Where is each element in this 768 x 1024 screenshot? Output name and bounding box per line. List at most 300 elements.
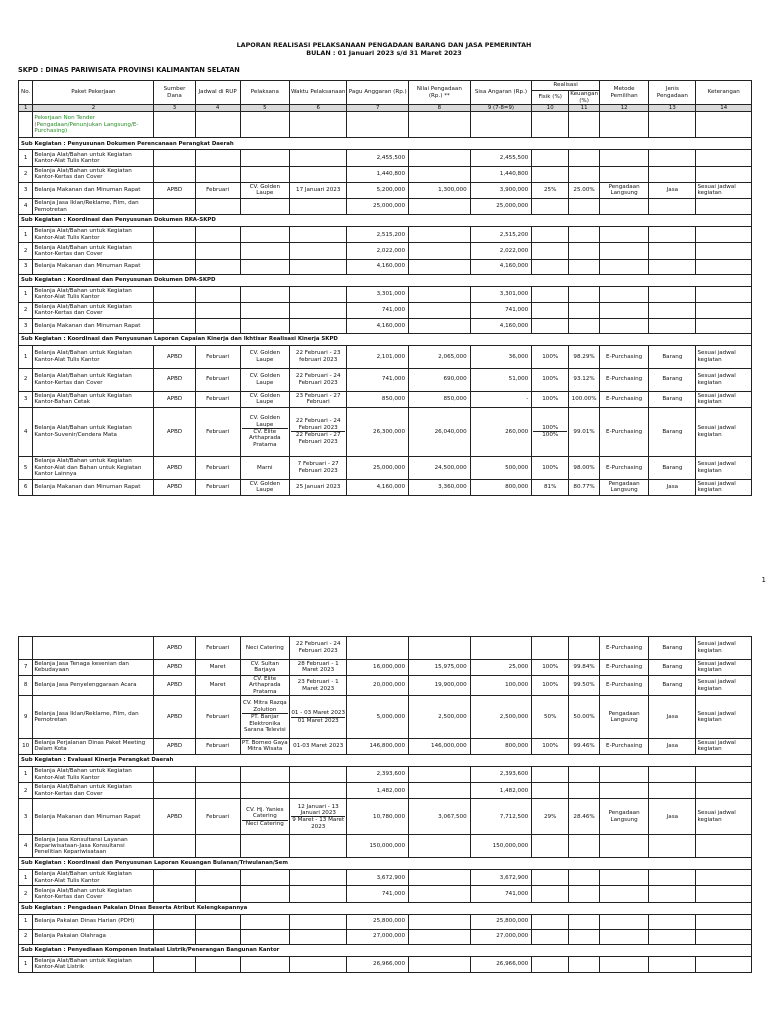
report-period: BULAN : 01 Januari 2023 s/d 31 Maret 2023 bbox=[306, 49, 462, 57]
cell-jadwal bbox=[195, 914, 240, 929]
cell-sisa: 1,440,800 bbox=[470, 166, 532, 182]
cell-paket: Belanja Makanan dan Minuman Rapat bbox=[33, 318, 154, 333]
cell-sumber bbox=[154, 929, 195, 944]
cell-jadwal bbox=[195, 166, 240, 182]
cell-nilai: 19,900,000 bbox=[409, 675, 471, 695]
cell-waktu bbox=[289, 259, 346, 274]
cell-sumber: APBD bbox=[154, 345, 195, 368]
cell-metode bbox=[599, 318, 648, 333]
cell-jenis: Jasa bbox=[649, 738, 696, 754]
cell-sisa: 150,000,000 bbox=[470, 835, 532, 858]
cell-paket: Belanja Alat/Bahan untuk Kegiatan Kantor-Alat Tulis Kantor bbox=[33, 870, 154, 886]
table-row bbox=[19, 166, 752, 182]
cell-waktu: 22 Februari - 24 Februari 2023 bbox=[289, 637, 346, 660]
cell-paket: Belanja Makanan dan Minuman Rapat bbox=[33, 259, 154, 274]
cell-waktu bbox=[289, 835, 346, 858]
cell-pelaksana: Neci Catering bbox=[240, 637, 289, 660]
table-row bbox=[19, 929, 752, 944]
cell-pagu: 25,000,000 bbox=[347, 198, 409, 214]
cell-sumber bbox=[154, 227, 195, 243]
cell-jadwal bbox=[195, 259, 240, 274]
cell-waktu: 12 Januari - 13 Januari 2023 9 Maret - 13 Maret 2023 bbox=[289, 799, 346, 835]
cell-no: 2 bbox=[19, 886, 33, 902]
cell-fisik: 81% bbox=[532, 479, 569, 495]
cell-metode: E-Purchasing bbox=[599, 391, 648, 407]
col-pelaksana: Pelaksana bbox=[240, 81, 289, 105]
cell-waktu: 01-03 Maret 2023 bbox=[289, 738, 346, 754]
cell-no: 2 bbox=[19, 302, 33, 318]
cell-nilai: 2,500,000 bbox=[409, 696, 471, 739]
cell-jadwal bbox=[195, 243, 240, 259]
cell-sisa: 25,000,000 bbox=[470, 198, 532, 214]
cell-paket: Belanja Jasa Iklan/Reklame, Film, dan Pemotretan bbox=[33, 696, 154, 739]
cell-pagu: 26,966,000 bbox=[347, 956, 409, 972]
cell-pagu: 2,022,000 bbox=[347, 243, 409, 259]
cell-waktu: 23 Februari - 1 Maret 2023 bbox=[289, 675, 346, 695]
col-sumber: Sumber Dana bbox=[154, 81, 195, 105]
cell-jenis: Barang bbox=[649, 407, 696, 456]
cell-no bbox=[19, 637, 33, 660]
cell-jenis bbox=[649, 783, 696, 799]
cell-no: 5 bbox=[19, 456, 33, 479]
cell-nilai bbox=[409, 886, 471, 902]
cell-pelaksana: CV. Golden Laupe bbox=[240, 391, 289, 407]
column-number: 1 bbox=[19, 105, 33, 112]
cell-pagu: 25,000,000 bbox=[347, 456, 409, 479]
cell-jenis bbox=[649, 243, 696, 259]
cell-keuangan bbox=[569, 956, 600, 972]
column-number: 13 bbox=[649, 105, 696, 112]
cell-nilai: 3,067,500 bbox=[409, 799, 471, 835]
cell-jenis bbox=[649, 318, 696, 333]
cell-metode bbox=[599, 914, 648, 929]
sub-kegiatan-row bbox=[19, 902, 752, 914]
cell-sumber bbox=[154, 886, 195, 902]
cell-waktu: 22 Februari - 23 februari 2023 bbox=[289, 345, 346, 368]
cell-fisik bbox=[532, 956, 569, 972]
column-number: 8 bbox=[409, 105, 471, 112]
cell-nilai bbox=[409, 929, 471, 944]
cell-jadwal bbox=[195, 929, 240, 944]
cell-keterangan bbox=[696, 243, 752, 259]
cell-pelaksana bbox=[240, 870, 289, 886]
cell-nilai bbox=[409, 637, 471, 660]
cell-no: 7 bbox=[19, 659, 33, 675]
cell-jadwal: Februari bbox=[195, 456, 240, 479]
cell-paket: Belanja Alat/Bahan untuk Kegiatan Kantor-Alat dan Bahan untuk Kegiatan Kantor Lainnya bbox=[33, 456, 154, 479]
cell-waktu bbox=[289, 302, 346, 318]
cell-sumber bbox=[154, 286, 195, 302]
cell-keuangan bbox=[569, 766, 600, 782]
cell-paket: Belanja Jasa Penyelenggaraan Acara bbox=[33, 675, 154, 695]
cell-jadwal bbox=[195, 302, 240, 318]
cell-keuangan bbox=[569, 637, 600, 660]
cell-paket: Belanja Pakaian Olahraga bbox=[33, 929, 154, 944]
cell-sisa: 260,000 bbox=[470, 407, 532, 456]
cell-keterangan bbox=[696, 835, 752, 858]
cell-fisik: 100% bbox=[532, 368, 569, 391]
table-row bbox=[19, 286, 752, 302]
table-row bbox=[19, 302, 752, 318]
page-gap bbox=[0, 562, 768, 632]
cell-metode bbox=[599, 243, 648, 259]
cell-metode: E-Purchasing bbox=[599, 738, 648, 754]
col-waktu: Waktu Pelaksanaan bbox=[289, 81, 346, 105]
cell-pelaksana bbox=[240, 286, 289, 302]
cell-nilai bbox=[409, 243, 471, 259]
intro-row-text: Pekerjaan Non Tender (Pengadaan/Penunjukan Langsung/E-Purchasing) bbox=[33, 112, 154, 138]
cell-waktu: 22 Februari - 24 Februari 2023 bbox=[289, 368, 346, 391]
cell-keterangan: Sesuai jadwal kegiatan bbox=[696, 182, 752, 198]
cell-sisa: 3,672,900 bbox=[470, 870, 532, 886]
table-row bbox=[19, 696, 752, 739]
cell-jadwal: Februari bbox=[195, 407, 240, 456]
cell-nilai bbox=[409, 302, 471, 318]
cell-pagu: 150,000,000 bbox=[347, 835, 409, 858]
cell-fisik bbox=[532, 198, 569, 214]
cell-no: 3 bbox=[19, 799, 33, 835]
cell-sumber bbox=[154, 956, 195, 972]
table-row bbox=[19, 345, 752, 368]
cell-jadwal bbox=[195, 286, 240, 302]
cell-jenis: Barang bbox=[649, 345, 696, 368]
column-number: 9 (7-8=9) bbox=[470, 105, 532, 112]
cell-jenis bbox=[649, 302, 696, 318]
cell-pelaksana bbox=[240, 166, 289, 182]
procurement-table-page1 bbox=[18, 80, 752, 496]
table-row bbox=[19, 835, 752, 858]
cell-jadwal: Februari bbox=[195, 696, 240, 739]
cell-metode: E-Purchasing bbox=[599, 675, 648, 695]
cell-pagu: 4,160,000 bbox=[347, 479, 409, 495]
cell-sumber: APBD bbox=[154, 407, 195, 456]
cell-keterangan bbox=[696, 166, 752, 182]
cell-paket: Belanja Makanan dan Minuman Rapat bbox=[33, 182, 154, 198]
cell-keterangan bbox=[696, 929, 752, 944]
cell-pelaksana: CV. Golden Laupe bbox=[240, 368, 289, 391]
cell-nilai bbox=[409, 318, 471, 333]
cell-pelaksana: CV. Mitra Razqa Zolution PT. Banjar Elektronika Sarana Televisi bbox=[240, 696, 289, 739]
cell-nilai bbox=[409, 766, 471, 782]
cell-fisik: 100% bbox=[532, 738, 569, 754]
cell-no: 3 bbox=[19, 391, 33, 407]
cell-keuangan: 50.00% bbox=[569, 696, 600, 739]
column-number: 7 bbox=[347, 105, 409, 112]
cell-fisik: 100% bbox=[532, 675, 569, 695]
table-row bbox=[19, 783, 752, 799]
cell-jenis bbox=[649, 150, 696, 166]
cell-metode bbox=[599, 227, 648, 243]
cell-pagu: 2,101,000 bbox=[347, 345, 409, 368]
intro-row bbox=[19, 112, 752, 138]
cell-metode: Pengadaan Langsung bbox=[599, 182, 648, 198]
cell-sumber: APBD bbox=[154, 799, 195, 835]
cell-keuangan bbox=[569, 886, 600, 902]
table-row bbox=[19, 799, 752, 835]
cell-sumber: APBD bbox=[154, 182, 195, 198]
cell-jadwal bbox=[195, 835, 240, 858]
cell-pelaksana: CV. Hj. Yanies Catering Neci Catering bbox=[240, 799, 289, 835]
cell-pagu: 3,301,000 bbox=[347, 286, 409, 302]
cell-waktu bbox=[289, 243, 346, 259]
cell-keuangan: 99.46% bbox=[569, 738, 600, 754]
cell-metode: E-Purchasing bbox=[599, 456, 648, 479]
cell-fisik bbox=[532, 286, 569, 302]
col-no: No. bbox=[19, 81, 33, 105]
column-number: 3 bbox=[154, 105, 195, 112]
cell-metode bbox=[599, 166, 648, 182]
cell-metode bbox=[599, 302, 648, 318]
cell-jenis: Barang bbox=[649, 368, 696, 391]
cell-pelaksana: CV. Golden Laupe bbox=[240, 345, 289, 368]
cell-keterangan bbox=[696, 886, 752, 902]
cell-fisik bbox=[532, 783, 569, 799]
cell-waktu: 23 Februari - 27 Februari bbox=[289, 391, 346, 407]
cell-fisik: 25% bbox=[532, 182, 569, 198]
column-number: 10 bbox=[532, 105, 569, 112]
cell-keuangan: 25.00% bbox=[569, 182, 600, 198]
cell-keuangan: 80.77% bbox=[569, 479, 600, 495]
cell-keterangan: Sesuai jadwal kegiatan bbox=[696, 675, 752, 695]
cell-no: 3 bbox=[19, 182, 33, 198]
cell-fisik: 100% bbox=[532, 456, 569, 479]
sub-kegiatan-title: Sub Kegiatan : Koordinasi dan Penyusunan Dokumen DPA-SKPD bbox=[19, 274, 752, 286]
page-marker: 1 bbox=[761, 576, 766, 584]
cell-keterangan: Sesuai jadwal kegiatan bbox=[696, 738, 752, 754]
cell-fisik bbox=[532, 886, 569, 902]
cell-pagu: 2,455,500 bbox=[347, 150, 409, 166]
cell-no: 8 bbox=[19, 675, 33, 695]
cell-paket: Belanja Alat/Bahan untuk Kegiatan Kantor-Alat Tulis Kantor bbox=[33, 766, 154, 782]
cell-pagu: 26,300,000 bbox=[347, 407, 409, 456]
cell-sumber bbox=[154, 783, 195, 799]
cell-keuangan bbox=[569, 302, 600, 318]
cell-keuangan bbox=[569, 243, 600, 259]
cell-keuangan bbox=[569, 783, 600, 799]
cell-keuangan bbox=[569, 150, 600, 166]
sub-kegiatan-row bbox=[19, 944, 752, 956]
cell-sisa: 741,000 bbox=[470, 886, 532, 902]
cell-fisik: 50% bbox=[532, 696, 569, 739]
cell-keuangan bbox=[569, 835, 600, 858]
cell-pagu: 2,393,600 bbox=[347, 766, 409, 782]
cell-sisa: 51,000 bbox=[470, 368, 532, 391]
procurement-table-page2 bbox=[18, 636, 752, 973]
cell-paket: Belanja Alat/Bahan untuk Kegiatan Kantor-Kertas dan Cover bbox=[33, 166, 154, 182]
cell-keterangan: Sesuai jadwal kegiatan bbox=[696, 479, 752, 495]
cell-metode bbox=[599, 198, 648, 214]
cell-waktu bbox=[289, 166, 346, 182]
cell-waktu: 7 Februari - 27 Februari 2023 bbox=[289, 456, 346, 479]
cell-sisa: 500,000 bbox=[470, 456, 532, 479]
cell-pagu: 16,000,000 bbox=[347, 659, 409, 675]
cell-keuangan bbox=[569, 198, 600, 214]
sub-kegiatan-row bbox=[19, 858, 752, 870]
cell-fisik bbox=[532, 150, 569, 166]
sub-kegiatan-title: Sub Kegiatan : Evaluasi Kinerja Perangkat Daerah bbox=[19, 754, 752, 766]
cell-jadwal: Februari bbox=[195, 799, 240, 835]
cell-no: 2 bbox=[19, 929, 33, 944]
cell-metode bbox=[599, 870, 648, 886]
cell-jadwal bbox=[195, 227, 240, 243]
cell-keterangan: Sesuai jadwal kegiatan bbox=[696, 407, 752, 456]
cell-no: 2 bbox=[19, 166, 33, 182]
cell-jadwal: Maret bbox=[195, 659, 240, 675]
table-row bbox=[19, 227, 752, 243]
cell-keterangan: Sesuai jadwal kegiatan bbox=[696, 391, 752, 407]
cell-jenis: Barang bbox=[649, 675, 696, 695]
cell-jenis bbox=[649, 886, 696, 902]
cell-nilai bbox=[409, 956, 471, 972]
cell-sumber: APBD bbox=[154, 479, 195, 495]
cell-metode bbox=[599, 286, 648, 302]
cell-paket: Belanja Jasa Konsultansi Layanan Kepariwisataan-Jasa Konsultansi Penelitian Kepariwisataan bbox=[33, 835, 154, 858]
sub-kegiatan-title: Sub Kegiatan : Penyusunan Dokumen Perencanaan Perangkat Daerah bbox=[19, 138, 752, 150]
cell-sumber: APBD bbox=[154, 391, 195, 407]
cell-no: 2 bbox=[19, 368, 33, 391]
table-row bbox=[19, 637, 752, 660]
cell-waktu bbox=[289, 870, 346, 886]
cell-metode bbox=[599, 835, 648, 858]
cell-fisik: 29% bbox=[532, 799, 569, 835]
cell-fisik bbox=[532, 302, 569, 318]
cell-jadwal: Februari bbox=[195, 637, 240, 660]
cell-no: 1 bbox=[19, 956, 33, 972]
cell-pagu: 4,160,000 bbox=[347, 318, 409, 333]
cell-jadwal bbox=[195, 886, 240, 902]
cell-pagu: 741,000 bbox=[347, 302, 409, 318]
cell-fisik bbox=[532, 318, 569, 333]
cell-keuangan bbox=[569, 286, 600, 302]
table-row bbox=[19, 479, 752, 495]
cell-sisa: 3,301,000 bbox=[470, 286, 532, 302]
column-number: 5 bbox=[240, 105, 289, 112]
cell-no: 2 bbox=[19, 783, 33, 799]
cell-keuangan bbox=[569, 259, 600, 274]
cell-jenis bbox=[649, 259, 696, 274]
cell-fisik bbox=[532, 914, 569, 929]
table-row bbox=[19, 675, 752, 695]
cell-nilai bbox=[409, 259, 471, 274]
cell-jenis: Barang bbox=[649, 391, 696, 407]
cell-fisik bbox=[532, 835, 569, 858]
cell-no: 1 bbox=[19, 914, 33, 929]
cell-jenis bbox=[649, 166, 696, 182]
cell-keuangan: 28.46% bbox=[569, 799, 600, 835]
cell-sisa: 800,000 bbox=[470, 738, 532, 754]
cell-keterangan bbox=[696, 914, 752, 929]
cell-jadwal: Februari bbox=[195, 479, 240, 495]
cell-pelaksana: CV. Golden Laupe bbox=[240, 182, 289, 198]
cell-jadwal: Februari bbox=[195, 391, 240, 407]
cell-no: 4 bbox=[19, 198, 33, 214]
cell-nilai bbox=[409, 166, 471, 182]
cell-jenis: Jasa bbox=[649, 182, 696, 198]
cell-jenis bbox=[649, 929, 696, 944]
cell-pagu: 2,515,200 bbox=[347, 227, 409, 243]
col-jadwal: Jadwal di RUP bbox=[195, 81, 240, 105]
cell-keterangan bbox=[696, 318, 752, 333]
column-number: 2 bbox=[33, 105, 154, 112]
sub-kegiatan-title: Sub Kegiatan : Koordinasi dan Penyusunan Dokumen RKA-SKPD bbox=[19, 215, 752, 227]
cell-waktu bbox=[289, 198, 346, 214]
cell-keterangan bbox=[696, 227, 752, 243]
cell-paket: Belanja Alat/Bahan untuk Kegiatan Kantor-Kertas dan Cover bbox=[33, 302, 154, 318]
cell-jenis: Jasa bbox=[649, 799, 696, 835]
cell-waktu bbox=[289, 150, 346, 166]
cell-waktu bbox=[289, 886, 346, 902]
cell-keuangan: 98.00% bbox=[569, 456, 600, 479]
column-number-row bbox=[19, 105, 752, 112]
cell-jadwal bbox=[195, 870, 240, 886]
table-row bbox=[19, 956, 752, 972]
cell-keterangan bbox=[696, 956, 752, 972]
cell-nilai: 15,975,000 bbox=[409, 659, 471, 675]
cell-nilai: 146,000,000 bbox=[409, 738, 471, 754]
report-title-line1: LAPORAN REALISASI PELAKSANAAN PENGADAAN BARANG DAN JASA PEMERINTAH bbox=[236, 41, 532, 49]
cell-jadwal bbox=[195, 198, 240, 214]
cell-no: 10 bbox=[19, 738, 33, 754]
cell-keuangan bbox=[569, 227, 600, 243]
cell-jadwal: Februari bbox=[195, 368, 240, 391]
cell-pagu: 741,000 bbox=[347, 368, 409, 391]
cell-jenis bbox=[649, 198, 696, 214]
skpd-label: SKPD : DINAS PARIWISATA PROVINSI KALIMANTAN SELATAN bbox=[18, 66, 240, 74]
table-row bbox=[19, 456, 752, 479]
cell-metode: E-Purchasing bbox=[599, 637, 648, 660]
cell-sisa: - bbox=[470, 391, 532, 407]
cell-nilai bbox=[409, 150, 471, 166]
cell-nilai: 690,000 bbox=[409, 368, 471, 391]
column-number: 6 bbox=[289, 105, 346, 112]
cell-metode: E-Purchasing bbox=[599, 368, 648, 391]
cell-sisa: 27,000,000 bbox=[470, 929, 532, 944]
cell-keterangan: Sesuai jadwal kegiatan bbox=[696, 799, 752, 835]
cell-keterangan bbox=[696, 870, 752, 886]
cell-keterangan: Sesuai jadwal kegiatan bbox=[696, 637, 752, 660]
cell-pelaksana: PT. Borneo Gaya Mitra Wisata bbox=[240, 738, 289, 754]
cell-paket: Belanja Makanan dan Minuman Rapat bbox=[33, 479, 154, 495]
cell-sumber bbox=[154, 150, 195, 166]
cell-pelaksana bbox=[240, 150, 289, 166]
cell-pelaksana bbox=[240, 302, 289, 318]
column-number: 11 bbox=[569, 105, 600, 112]
cell-paket: Belanja Alat/Bahan untuk Kegiatan Kantor-Alat Tulis Kantor bbox=[33, 227, 154, 243]
cell-sumber: APBD bbox=[154, 675, 195, 695]
table-row bbox=[19, 150, 752, 166]
cell-nilai: 24,500,000 bbox=[409, 456, 471, 479]
cell-keterangan: Sesuai jadwal kegiatan bbox=[696, 659, 752, 675]
cell-waktu bbox=[289, 318, 346, 333]
cell-pelaksana bbox=[240, 259, 289, 274]
cell-nilai bbox=[409, 286, 471, 302]
table-row bbox=[19, 407, 752, 456]
cell-sumber: APBD bbox=[154, 659, 195, 675]
cell-keterangan bbox=[696, 286, 752, 302]
cell-no: 1 bbox=[19, 766, 33, 782]
cell-metode bbox=[599, 150, 648, 166]
cell-jenis bbox=[649, 227, 696, 243]
table-row bbox=[19, 368, 752, 391]
cell-jenis: Barang bbox=[649, 637, 696, 660]
cell-sumber bbox=[154, 259, 195, 274]
cell-sumber: APBD bbox=[154, 738, 195, 754]
cell-paket: Belanja Pakaian Dinas Harian (PDH) bbox=[33, 914, 154, 929]
cell-nilai bbox=[409, 783, 471, 799]
cell-sisa: 25,800,000 bbox=[470, 914, 532, 929]
cell-waktu: 01 - 03 Maret 2023 01 Maret 2023 bbox=[289, 696, 346, 739]
cell-jenis: Jasa bbox=[649, 479, 696, 495]
